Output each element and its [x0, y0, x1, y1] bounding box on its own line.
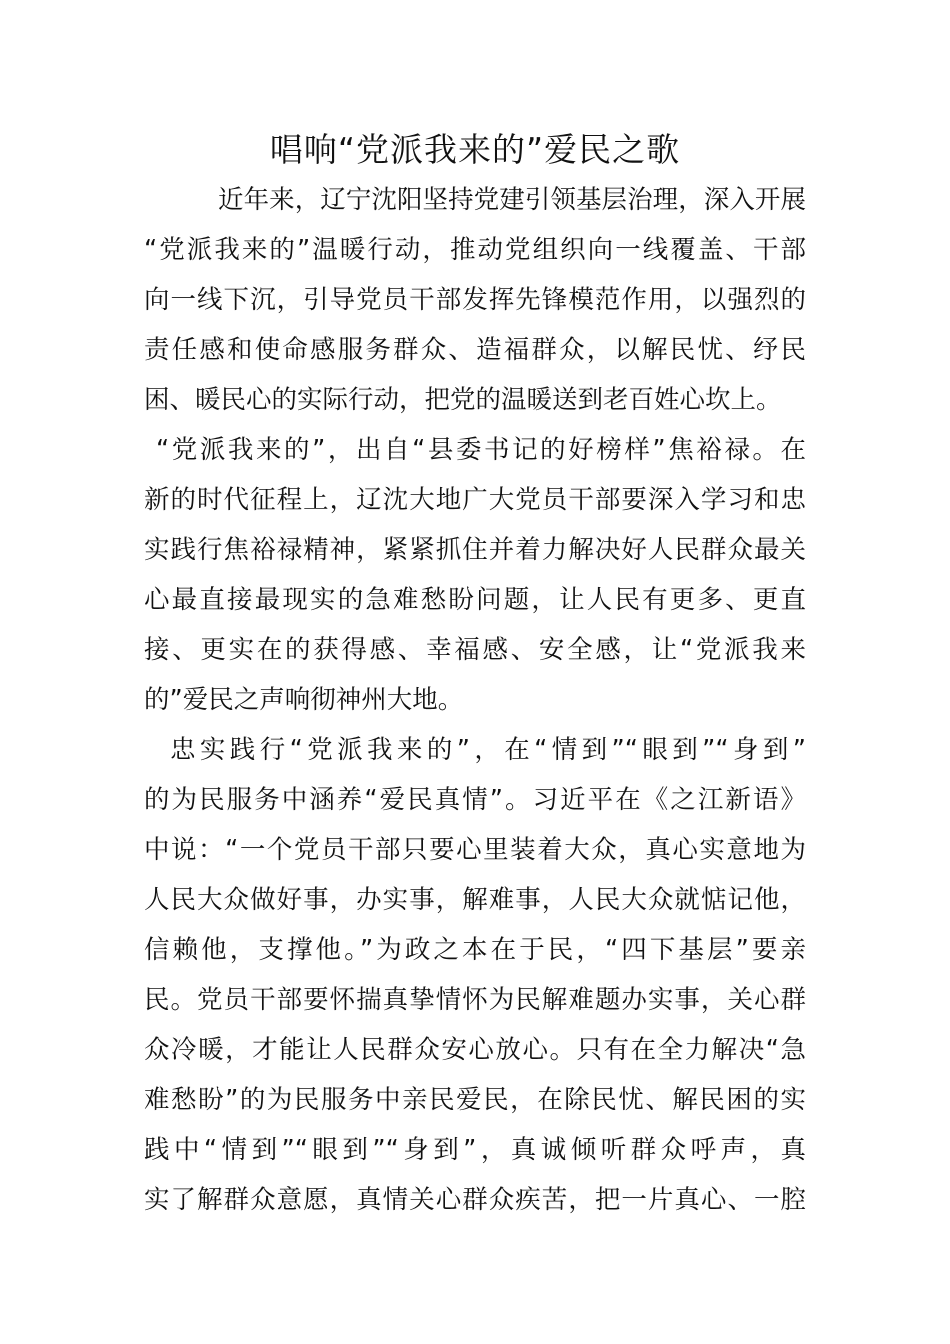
text-line: 的为民服务中涵养“爱民真情”。习近平在《之江新语》 [144, 785, 806, 815]
text-line: 责任感和使命感服务群众、造福群众，以解民忧、纾民 [144, 335, 806, 365]
text-line: 信赖他，支撑他。”为政之本在于民，“四下基层”要亲 [144, 935, 806, 965]
text-line: 人民大众做好事，办实事，解难事，人民大众就惦记他， [144, 885, 806, 915]
text-line: “党派我来的”温暖行动，推动党组织向一线覆盖、干部 [144, 235, 806, 265]
text-line: 实了解群众意愿，真情关心群众疾苦，把一片真心、一腔 [144, 1185, 806, 1215]
text-line: “党派我来的”，出自“县委书记的好榜样”焦裕禄。在 [156, 435, 806, 465]
text-line: 近年来，辽宁沈阳坚持党建引领基层治理，深入开展 [218, 185, 806, 215]
text-line: 践中“情到”“眼到”“身到”，真诚倾听群众呼声，真 [144, 1135, 806, 1165]
text-line: 难愁盼”的为民服务中亲民爱民，在除民忧、解民困的实 [144, 1085, 806, 1115]
document-title: 唱响“党派我来的”爱民之歌 [269, 130, 681, 169]
text-line: 实践行焦裕禄精神，紧紧抓住并着力解决好人民群众最关 [144, 535, 806, 565]
text-line: 接、更实在的获得感、幸福感、安全感，让“党派我来 [144, 635, 806, 665]
text-line: 困、暖民心的实际行动，把党的温暖送到老百姓心坎上。 [144, 385, 782, 415]
text-line: 新的时代征程上，辽沈大地广大党员干部要深入学习和忠 [144, 485, 806, 515]
text-line: 向一线下沉，引导党员干部发挥先锋模范作用，以强烈的 [144, 285, 806, 315]
text-line: 忠实践行“党派我来的”，在“情到”“眼到”“身到” [170, 735, 806, 765]
text-line: 心最直接最现实的急难愁盼问题，让人民有更多、更直 [144, 585, 806, 615]
text-line: 的”爱民之声响彻神州大地。 [144, 685, 464, 715]
text-line: 中说：“一个党员干部只要心里装着大众，真心实意地为 [144, 835, 806, 865]
text-line: 民。党员干部要怀揣真挚情怀为民解难题办实事，关心群 [144, 985, 806, 1015]
text-line: 众冷暖，才能让人民群众安心放心。只有在全力解决“急 [144, 1035, 806, 1065]
